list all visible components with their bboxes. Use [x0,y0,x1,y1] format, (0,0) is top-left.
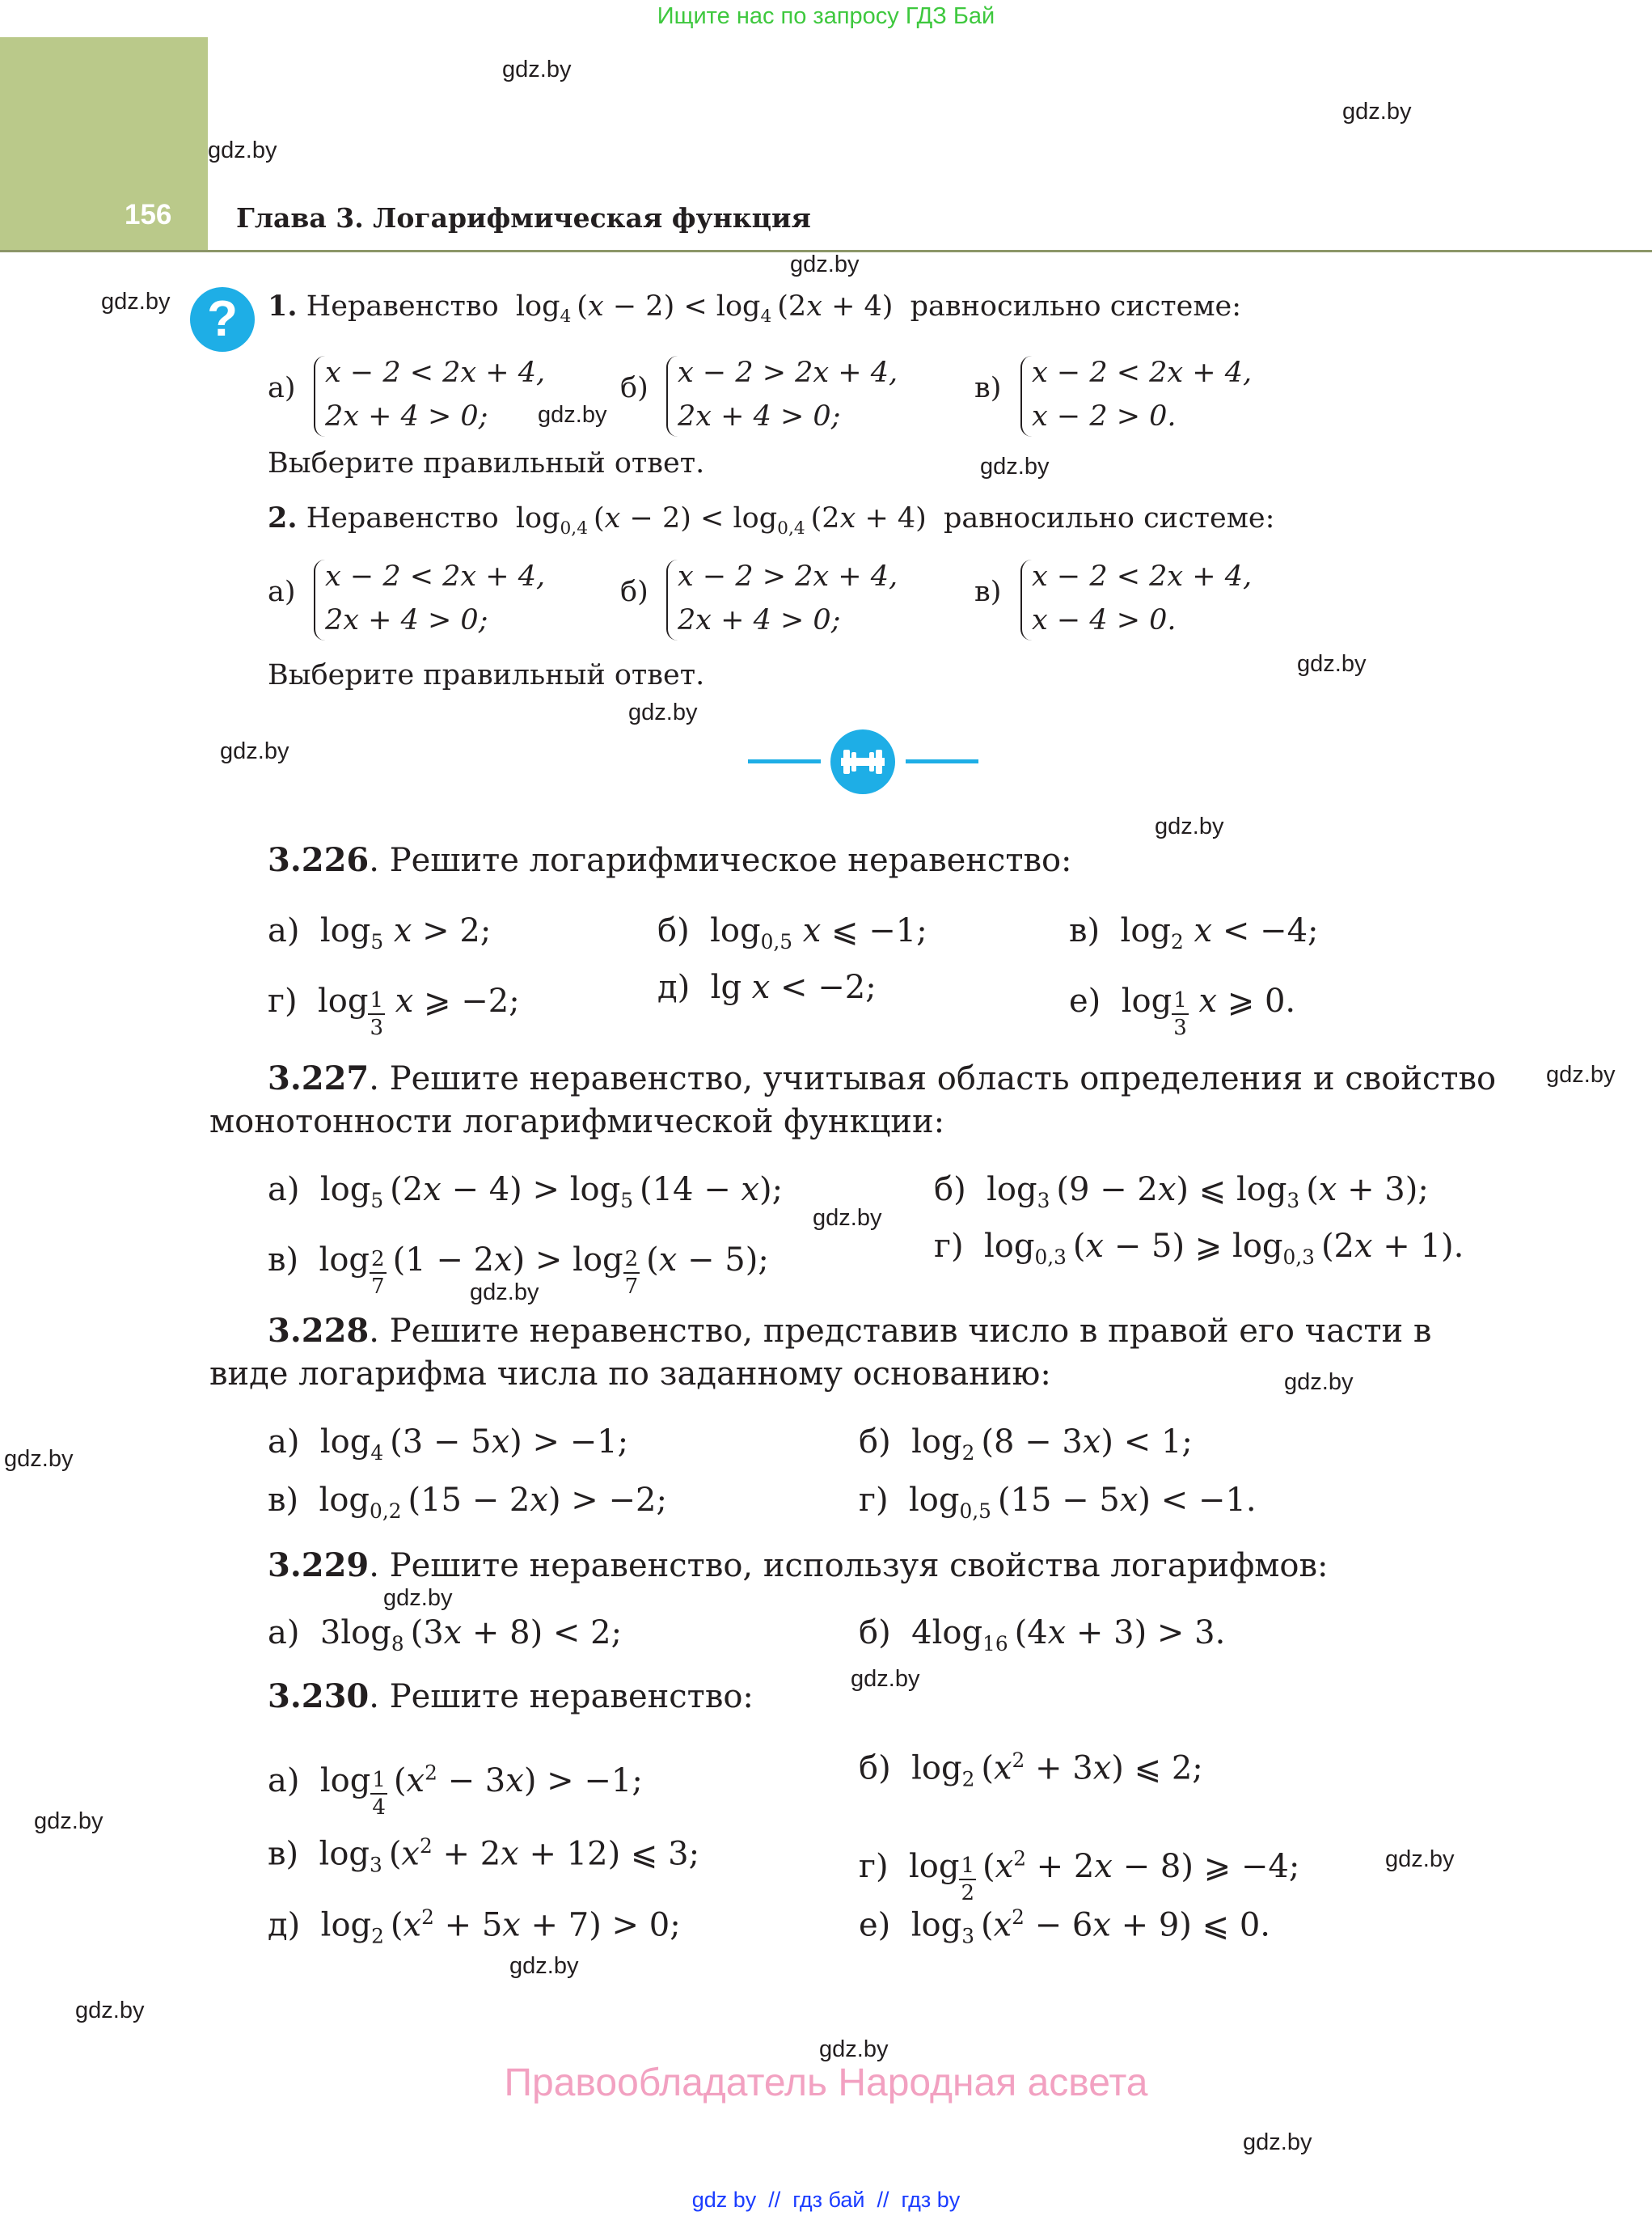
exercise-3-230-heading [268,1677,754,1715]
item-label: а) [268,1614,300,1651]
separator-line [748,759,821,763]
task-item: г) log $\frac{1}{3}$ x ⩾ −2; [268,983,520,1040]
question-text: равносильно системе: [943,502,1275,535]
exercise-number: 3.227 [268,1059,370,1097]
task-item: д) lg x < −2; [657,969,877,1006]
item-label: в) [268,1482,299,1519]
task-item: а) $\log_5 (2x - 4) > \log_5 (14 - x)$; [268,1171,784,1212]
question-text: Неравенство [306,290,499,323]
system-line: x − 2 < 2x + 4, [1032,357,1253,389]
question-text: Неравенство [306,502,499,535]
task-item: в) $\log_3 (x^2 + 2x + 12)$ ⩽ 3; [268,1834,700,1877]
system-line: x − 2 < 2x + 4, [325,357,546,389]
fraction: $\frac{2}{7}$ [624,1247,639,1299]
watermark: gdz.by [819,2036,889,2062]
separator-line [906,759,978,763]
item-label: г) [934,1228,964,1265]
exercise-text: . Решите логарифмическое неравенство: [369,842,1072,879]
question-1 [268,290,1241,327]
watermark: gdz.by [790,252,860,277]
math-inequality: $\log_{0,4} (x - 2) < \log_{0,4} (2x + 4)$ [515,502,927,539]
watermark: gdz.by [502,57,572,82]
exercise-number: 3.226 [268,841,370,879]
question-prompt: Выберите правильный ответ. [268,447,705,480]
watermark: gdz.by [1284,1369,1354,1395]
item-label: г) [859,1482,889,1519]
item-label: в) [268,1835,299,1873]
system-line: 2x + 4 > 0; [678,400,841,433]
item-label: а) [268,1171,300,1208]
question-text: равносильно системе: [910,290,1242,323]
task-item: а) log $\frac{1}{4}$ $(x^2 - 3x) > -1$; [268,1761,643,1820]
math-inequality: $\log_4 (x - 2) < \log_4 (2x + 4)$ [515,290,894,327]
option-label: а) [268,372,296,404]
system-line: 2x + 4 > 0; [325,400,488,433]
watermark: gdz.by [980,454,1050,480]
item-label: г) [859,1848,889,1885]
task-item: г) $\log_{0,5} (15 - 5x) < -1$. [859,1482,1257,1523]
fraction: $\frac{1}{3}$ [370,988,384,1040]
watermark: gdz.by [538,402,607,428]
system-line: x − 2 < 2x + 4, [1032,560,1253,593]
question-icon: ? [190,287,255,352]
system-line: x − 2 > 0. [1032,400,1177,433]
exercise-text: . Решите неравенство, учитывая область определения и свойство [369,1060,1497,1097]
item-label: д) [657,969,691,1006]
watermark: gdz.by [813,1205,882,1231]
watermark: gdz.by [34,1808,104,1834]
item-label: а) [268,1762,300,1799]
item-label: д) [268,1906,301,1944]
item-label: е) [859,1906,891,1944]
task-item: а) $\log_4 (3 - 5x) > -1$; [268,1423,629,1465]
question-number: 2. [268,501,298,535]
task-item: а) $3\log_8$ (3x + 8) < 2; [268,1614,623,1655]
exercise-3-229-heading [268,1546,1328,1584]
system-line: 2x + 4 > 0; [678,604,841,636]
watermark: gdz.by [1297,651,1367,677]
item-label: а) [268,1423,300,1461]
option-label: б) [620,372,649,404]
watermark: gdz.by [383,1585,453,1611]
task-item: б) $\log_3 (9 - 2x)$ ⩽ $\log_3 (x + 3)$; [934,1171,1429,1212]
task-item: б) $\log_2 (x^2 + 3x)$ ⩽ 2; [859,1748,1203,1791]
watermark: gdz.by [208,137,277,163]
watermark: gdz.by [101,289,171,315]
fraction: $\frac{1}{3}$ [1173,988,1187,1040]
top-banner: Ищите нас по запросу ГДЗ Бай [657,3,995,29]
chapter-title: Глава 3. Логарифмическая функция [236,202,811,234]
fraction: $\frac{1}{4}$ [372,1768,386,1820]
task-item: в) log $\frac{2}{7}$ (1 − 2x) > log $\frac{2}{7}$ (x − 5); [268,1241,769,1299]
exercise-3-226-heading [268,841,1072,879]
item-label: г) [268,983,298,1020]
watermark: gdz.by [509,1953,579,1979]
dumbbell-icon [830,729,895,794]
task-item: е) log $\frac{1}{3}$ x ⩾ 0. [1069,983,1296,1040]
exercise-text: монотонности логарифмической функции: [209,1103,945,1140]
watermark: gdz.by [628,700,698,725]
task-item: в) $\log_{0,2} (15 - 2x) > -2$; [268,1482,667,1523]
item-label: б) [657,912,690,949]
item-label: в) [1069,912,1101,949]
option-label: а) [268,576,296,608]
task-item: д) $\log_2 (x^2 + 5x + 7) > 0$; [268,1905,681,1948]
option-label: б) [620,576,649,608]
item-label: б) [859,1614,891,1651]
task-item: е) $\log_3 (x^2 - 6x + 9)$ ⩽ 0. [859,1905,1270,1948]
watermark: gdz.by [1546,1062,1616,1088]
watermark: gdz.by [75,1998,145,2023]
exercise-number: 3.229 [268,1546,370,1584]
item-label: е) [1069,983,1101,1020]
task-item: б) $4\log_{16}$ (4x + 3) > 3. [859,1614,1226,1655]
system-line: 2x + 4 > 0; [325,604,488,636]
item-label: б) [859,1423,891,1461]
watermark: gdz.by [220,738,289,764]
question-number: 1. [268,290,298,323]
task-item: а) $\log_5 x > 2$; [268,912,492,953]
exercise-text: . Решите неравенство, представив число в правой его части в [369,1313,1432,1350]
copyright-notice: Правообладатель Народная асвета [504,2061,1148,2104]
watermark: gdz.by [4,1446,74,1472]
page-number-box [0,37,208,251]
footer-links[interactable]: gdz by // гдз бай // гдз by [691,2188,961,2212]
exercise-text: . Решите неравенство, используя свойства логарифмов: [369,1547,1329,1584]
option-label: в) [974,372,1002,404]
task-item: б) $\log_2 (8 - 3x) < 1$; [859,1423,1193,1465]
item-label: б) [859,1749,891,1787]
task-item: в) $\log_2 x < -4$; [1069,912,1319,953]
system-line: x − 2 > 2x + 4, [678,357,898,389]
watermark: gdz.by [470,1279,539,1305]
system-line: x − 4 > 0. [1032,604,1177,636]
item-label: в) [268,1241,299,1279]
task-item: г) $\log_{0,3} (x - 5)$ ⩾ $\log_{0,3} (2x + 1)$. [934,1228,1464,1269]
question-2 [268,501,1274,539]
exercise-number: 3.228 [268,1312,370,1350]
exercise-text: . Решите неравенство: [369,1678,754,1715]
exercise-3-227-heading [268,1059,1496,1097]
page-number: 156 [125,199,172,230]
fraction: $\frac{2}{7}$ [371,1247,385,1299]
task-item: г) log $\frac{1}{2}$ $(x^2 + 2x - 8)$ ⩾ −4; [859,1846,1300,1905]
option-label: в) [974,576,1002,608]
watermark: gdz.by [851,1666,920,1692]
item-label: а) [268,912,300,949]
fraction: $\frac{1}{2}$ [961,1854,975,1905]
system-line: x − 2 < 2x + 4, [325,560,546,593]
exercise-3-228-heading [268,1312,1431,1350]
watermark: gdz.by [1243,2129,1312,2155]
question-prompt: Выберите правильный ответ. [268,659,705,691]
exercise-text: виде логарифма числа по заданному основанию: [209,1355,1051,1393]
watermark: gdz.by [1155,814,1224,839]
watermark: gdz.by [1385,1846,1455,1872]
task-item: б) $\log_{0,5} x$ ⩽ −1; [657,912,927,953]
item-label: б) [934,1171,966,1208]
exercise-number: 3.230 [268,1677,370,1715]
system-line: x − 2 > 2x + 4, [678,560,898,593]
watermark: gdz.by [1342,99,1412,125]
